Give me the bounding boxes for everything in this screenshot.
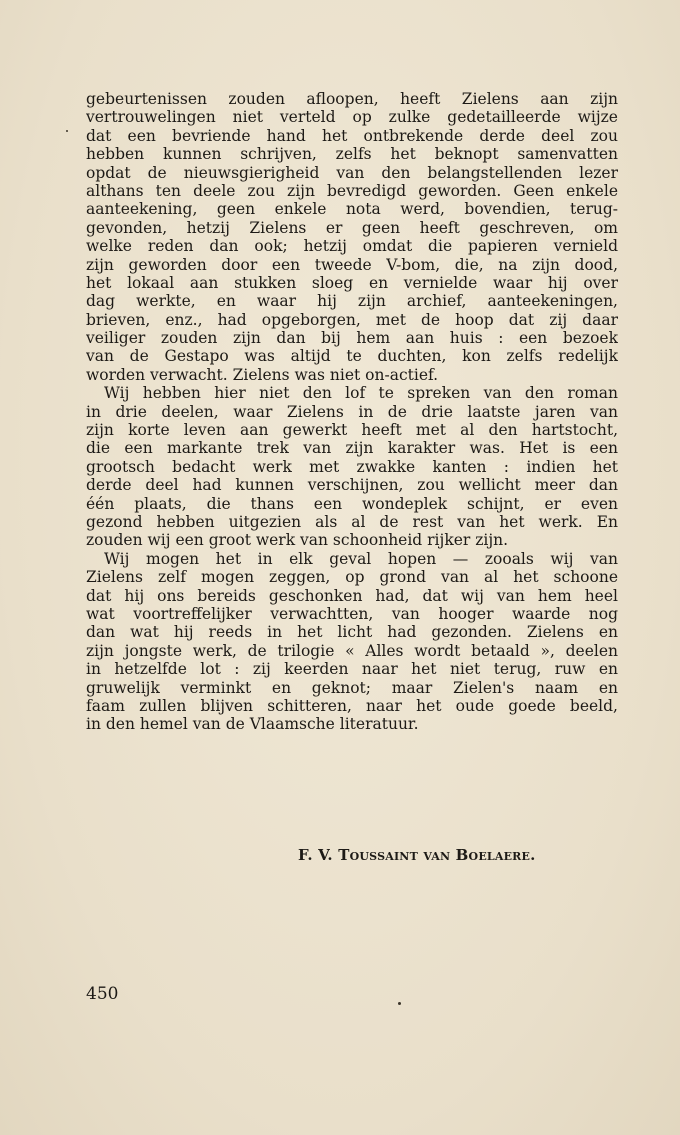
text-line: grootsch bedacht werk met zwakke kanten : indien het bbox=[86, 457, 618, 476]
text-line: gruwelijk verminkt en geknot; maar Zielen's naam en bbox=[86, 678, 618, 697]
text-line: dan wat hij reeds in het licht had gezonden. Zielens en bbox=[86, 623, 618, 642]
text-line: zijn korte leven aan gewerkt heeft met al den hartstocht, bbox=[86, 421, 618, 440]
text-line: zijn jongste werk, de trilogie « Alles wordt betaald », deelen bbox=[86, 641, 618, 660]
text-line: in drie deelen, waar Zielens in de drie laatste jaren van bbox=[86, 402, 618, 421]
text-line: in hetzelfde lot : zij keerden naar het niet terug, ruw en bbox=[86, 660, 618, 679]
text-line: gebeurtenissen zouden afloopen, heeft Zielens aan zijn bbox=[86, 90, 618, 108]
text-line: in den hemel van de Vlaamsche literatuur. bbox=[86, 715, 419, 734]
text-line: dag werkte, en waar hij zijn archief, aanteekeningen, bbox=[86, 292, 618, 311]
body-text bbox=[86, 90, 618, 734]
text-line: welke reden dan ook; hetzij omdat die papieren vernield bbox=[86, 237, 618, 256]
page-number: 450 bbox=[86, 984, 119, 1004]
text-line: dat hij ons bereids geschonken had, dat wij van hem heel bbox=[86, 586, 618, 605]
text-line: zouden wij een groot werk van schoonheid rijker zijn. bbox=[86, 531, 509, 550]
paper-speck bbox=[398, 1002, 401, 1005]
text-line: dat een bevriende hand het ontbrekende derde deel zou bbox=[86, 126, 618, 145]
text-line: aanteekening, geen enkele nota werd, bovendien, terug- bbox=[86, 200, 618, 219]
text-line: brieven, enz., had opgeborgen, met de hoop dat zij daar bbox=[86, 310, 618, 329]
text-line: die een markante trek van zijn karakter was. Het is een bbox=[86, 439, 618, 458]
text-line: Wij hebben hier niet den lof te spreken van den roman bbox=[104, 384, 618, 403]
text-line: wat voortreffelijker verwachtten, van hooger waarde nog bbox=[86, 604, 618, 623]
text-line: één plaats, die thans een wondeplek schijnt, er even bbox=[86, 494, 618, 513]
text-line: van de Gestapo was altijd te duchten, kon zelfs redelijk bbox=[86, 347, 618, 366]
text-line: vertrouwelingen niet verteld op zulke gedetailleerde wijze bbox=[86, 108, 618, 127]
text-line: althans ten deele zou zijn bevredigd geworden. Geen enkele bbox=[86, 181, 618, 200]
text-line: zijn geworden door een tweede V-bom, die, na zijn dood, bbox=[86, 255, 618, 274]
text-line: gezond hebben uitgezien als al de rest van het werk. En bbox=[86, 512, 618, 531]
author-signature: F. V. Toussaint van Boelaere. bbox=[298, 846, 536, 864]
text-line: derde deel had kunnen verschijnen, zou wellicht meer dan bbox=[86, 476, 618, 495]
paper-speck bbox=[66, 130, 68, 132]
text-line: opdat de nieuwsgierigheid van den belangstellenden lezer bbox=[86, 163, 618, 182]
text-line: faam zullen blijven schitteren, naar het oude goede beeld, bbox=[86, 696, 618, 715]
text-line: Zielens zelf mogen zeggen, op grond van al het schoone bbox=[86, 568, 618, 587]
text-line: gevonden, hetzij Zielens er geen heeft geschreven, om bbox=[86, 218, 618, 237]
text-line: worden verwacht. Zielens was niet on-actief. bbox=[86, 365, 439, 384]
text-line: Wij mogen het in elk geval hopen — zooals wij van bbox=[104, 549, 618, 568]
text-line: veiliger zouden zijn dan bij hem aan huis : een bezoek bbox=[86, 329, 618, 348]
text-line: het lokaal aan stukken sloeg en vernielde waar hij over bbox=[86, 273, 618, 292]
text-line: hebben kunnen schrijven, zelfs het beknopt samenvatten bbox=[86, 145, 618, 164]
